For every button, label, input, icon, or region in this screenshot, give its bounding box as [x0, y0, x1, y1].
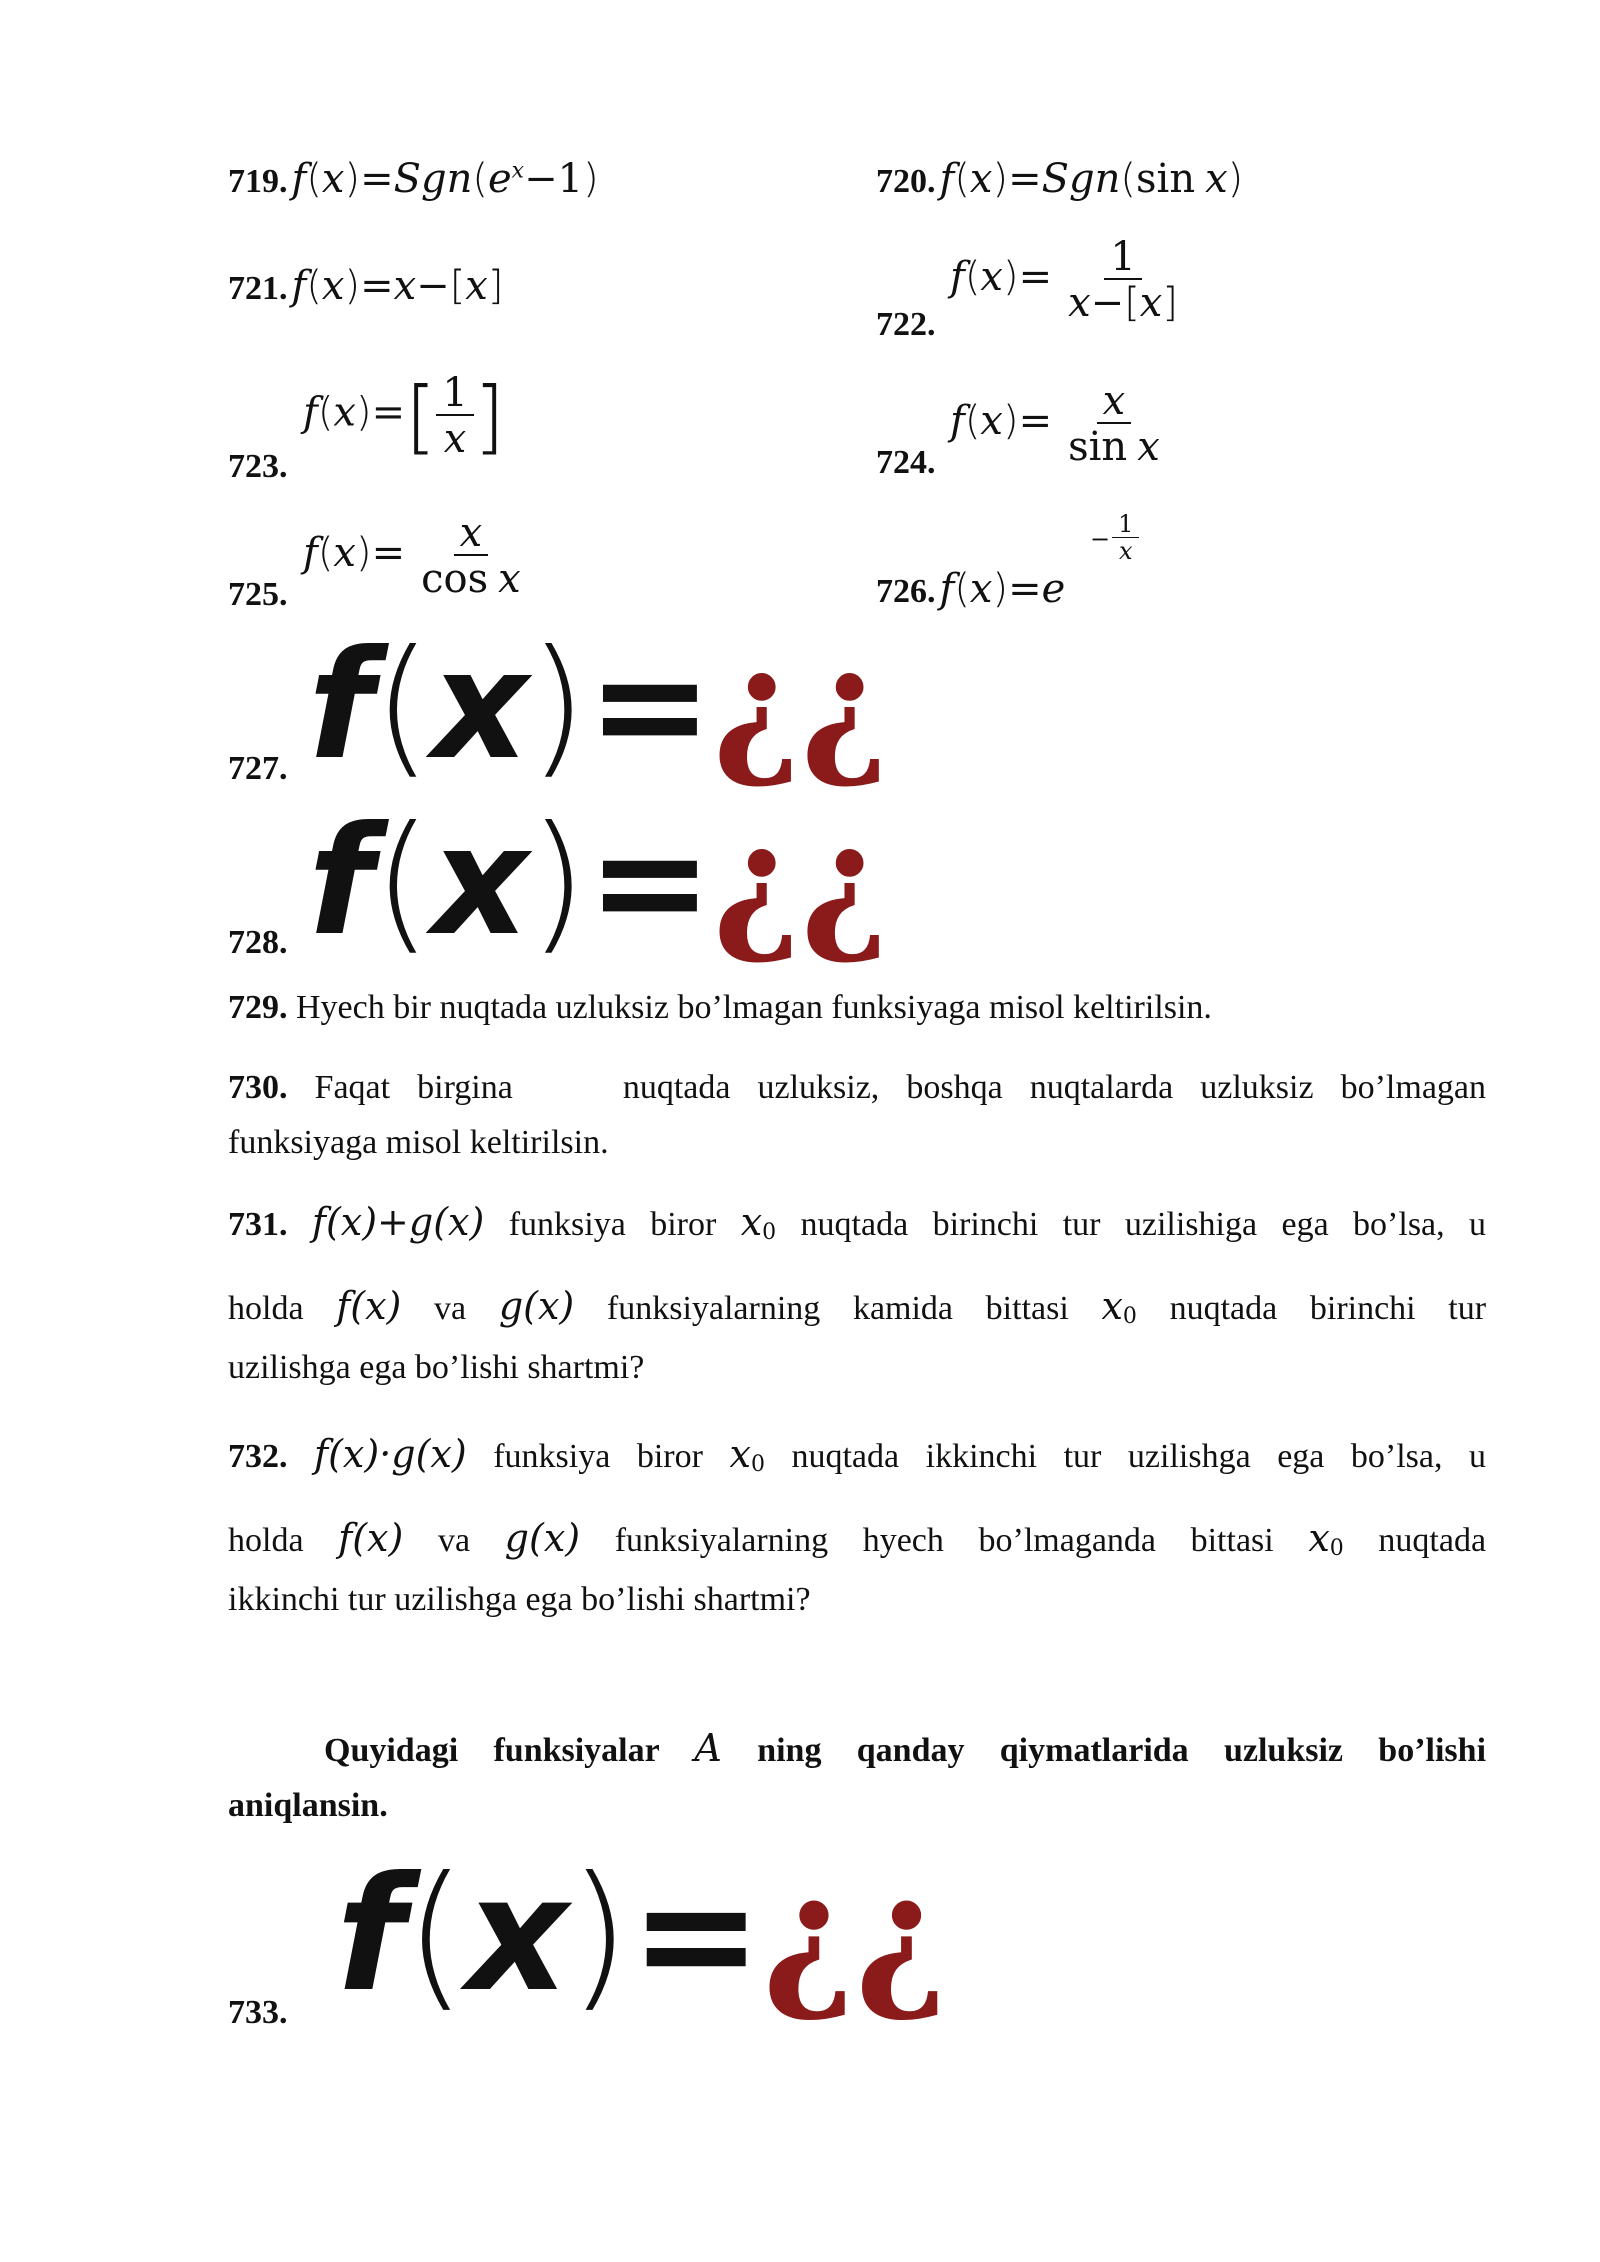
formula: f(x)=e [939, 566, 1066, 612]
problem-number-727: 727. [228, 750, 288, 787]
problem-number-723: 723. [228, 448, 288, 485]
formula: f(x)=x−[x] [291, 263, 504, 309]
problem-number-722: 722. [876, 306, 936, 343]
formula-725: f(x)= $\frac{x}{\text{cos x}}$ [303, 510, 521, 602]
problem-721 [228, 262, 503, 309]
formula: $f(x)=Sgn(e^x-1)$ [291, 156, 599, 202]
formula: f(x)·g(x) [314, 1432, 467, 1476]
problem-number: 719. [228, 163, 288, 200]
problem-number: 720. [876, 163, 936, 200]
problem-726 [876, 565, 1065, 612]
problem-number-733: 733. [228, 1994, 288, 2031]
formula-733: f(x)=¿¿ [336, 1842, 948, 2027]
problem-731: 731. f(x)+g(x) funksiya biror x0 nuqtada birinchi tur uzilishiga ega bo’lsa, u holda f(x) va g(x) funksiyalarning kamida bittasi x0 nuqtada birinchi tur uzilishga ega bo’lishi shartmi? [228, 1200, 1487, 1386]
problem-number-724: 724. [876, 444, 936, 481]
section-heading: Quyidagi funksiyalar A ning qanday qiymatlarida uzluksiz bo’lishi aniqlansin. [228, 1726, 1487, 1824]
problem-number: 721. [228, 270, 288, 307]
problem-720 [876, 155, 1243, 202]
problem-number: 726. [876, 573, 936, 610]
formula-728: f(x)=¿¿ [308, 793, 889, 969]
formula: f(x)=Sgn(sin x) [939, 156, 1244, 202]
formula-722: f(x)= $\frac{1}{x-[x]}$ [950, 234, 1178, 326]
problem-729: 729. Hyech bir nuqtada uzluksiz bo’lmagan funksiyaga misol keltirilsin. [228, 989, 1212, 1026]
formula-723: f(x)=[ $\frac{1}{x}$ ] [303, 369, 505, 463]
formula: f(x)+g(x) [311, 1200, 485, 1244]
problem-732: 732. f(x)·g(x) funksiya biror x0 nuqtada ikkinchi tur uzilishga ega bo’lsa, u holda f(x) va g(x) funksiyalarning hyech bo’lmaganda bittasi x0 nuqtada ikkinchi tur uzilishga ega bo’lishi shartmi? [228, 1432, 1487, 1618]
problem-number-725: 725. [228, 576, 288, 613]
problem-number-728: 728. [228, 924, 288, 961]
formula-727: f(x)=¿¿ [308, 617, 889, 793]
problem-719 [228, 155, 599, 202]
problem-730: 730. Faqat birgina nuqtada uzluksiz, boshqa nuqtalarda uzluksiz bo’lmagan funksiyaga misol keltirilsin. [228, 1069, 1486, 1161]
exponent-726: − $\frac{1}{x}$ [1090, 512, 1139, 566]
formula-724: f(x)= $\frac{x}{\text{sin x}}$ [950, 378, 1160, 470]
